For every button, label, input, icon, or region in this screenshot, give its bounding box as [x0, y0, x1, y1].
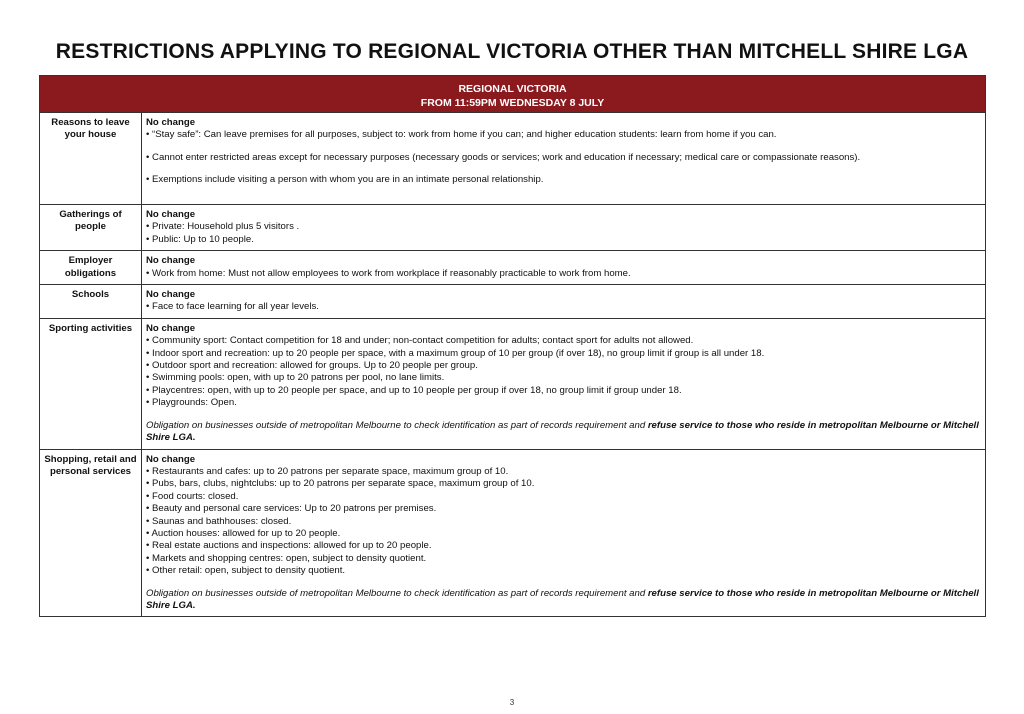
- row-content: [142, 449, 986, 617]
- row-status: No change: [146, 322, 196, 334]
- list-item: • Community sport: Contact competition for 18 and under; non-contact competition for adults; contact sport for adults not allowed.: [146, 335, 694, 347]
- table-row: [40, 318, 986, 449]
- table-row: [40, 285, 986, 319]
- list-item: • Markets and shopping centres: open, subject to density quotient.: [146, 552, 427, 564]
- row-category: Shopping, retail and personal services: [40, 449, 142, 617]
- list-item: • Playcentres: open, with up to 20 people per space, and up to 10 people per group if over 18, no group limit if group under 18.: [146, 384, 682, 396]
- list-item: • Pubs, bars, clubs, nightclubs: up to 20 patrons per separate space, maximum group of 10.: [146, 478, 535, 490]
- row-status: No change: [146, 117, 196, 128]
- row-content: [142, 318, 986, 449]
- list-item: • Real estate auctions and inspections: allowed for up to 20 people.: [146, 540, 432, 552]
- row-category: Schools: [40, 285, 142, 319]
- list-item: • Auction houses: allowed for up to 20 people.: [146, 527, 341, 539]
- list-item: • Restaurants and cafes: up to 20 patrons per separate space, maximum group of 10.: [146, 465, 509, 477]
- list-item: • Beauty and personal care services: Up to 20 patrons per premises.: [146, 503, 437, 515]
- restrictions-table: [39, 75, 986, 617]
- row-category: Employer obligations: [40, 251, 142, 285]
- page-title: RESTRICTIONS APPLYING TO REGIONAL VICTORIA OTHER THAN MITCHELL SHIRE LGA: [55, 40, 969, 63]
- row-category: Reasons to leave your house: [40, 113, 142, 205]
- note-text: Obligation on businesses outside of metropolitan Melbourne to check identification as part of records requirement and: [146, 419, 648, 431]
- list-item: • Cannot enter restricted areas except for necessary purposes (necessary goods or services; work and education if necessary; medical care or compassionate reasons).: [146, 151, 861, 163]
- list-item: • Work from home: Must not allow employees to work from workplace if reasonably practicable to work from home.: [146, 267, 631, 279]
- row-status: No change: [146, 255, 196, 267]
- list-item: • Exemptions include visiting a person with whom you are in an intimate personal relationship.: [146, 174, 544, 186]
- list-item: • Indoor sport and recreation: up to 20 people per space, with a maximum group of 10 per group (if over 18), no group limit if group is all under 18.: [146, 347, 765, 359]
- table-row: [40, 205, 986, 251]
- header-date: FROM 11:59PM WEDNESDAY 8 JULY: [420, 97, 605, 109]
- row-status: No change: [146, 289, 196, 301]
- row-content: [142, 285, 986, 319]
- list-item: • “Stay safe”: Can leave premises for all purposes, subject to: work from home if you can; and higher education students: learn from home if you can.: [146, 129, 777, 141]
- list-item: • Playgrounds: Open.: [146, 397, 237, 409]
- note-emphasis: refuse service to those who reside in metropolitan Melbourne or Mitchell Shire LGA.: [146, 587, 979, 611]
- row-content: [142, 113, 986, 205]
- note-text: Obligation on businesses outside of metropolitan Melbourne to check identification as part of records requirement and: [146, 587, 648, 599]
- note-emphasis: refuse service to those who reside in metropolitan Melbourne or Mitchell Shire LGA.: [146, 419, 979, 444]
- row-content: [142, 205, 986, 251]
- table-header-row: [40, 76, 986, 113]
- obligation-note: [146, 588, 979, 613]
- list-item: • Food courts: closed.: [146, 490, 239, 502]
- row-status: No change: [146, 209, 196, 220]
- row-category: Sporting activities: [40, 318, 142, 449]
- table-row: [40, 449, 986, 617]
- header-region: REGIONAL VICTORIA: [458, 83, 567, 95]
- table-row: [40, 251, 986, 285]
- list-item: • Face to face learning for all year levels.: [146, 301, 319, 313]
- list-item: • Saunas and bathhouses: closed.: [146, 515, 292, 527]
- list-item: • Public: Up to 10 people.: [146, 233, 254, 245]
- list-item: • Swimming pools: open, with up to 20 patrons per pool, no lane limits.: [146, 372, 445, 384]
- list-item: • Outdoor sport and recreation: allowed for groups. Up to 20 people per group.: [146, 360, 478, 372]
- table-header: [40, 76, 986, 113]
- list-item: • Other retail: open, subject to density quotient.: [146, 565, 346, 577]
- list-item: • Private: Household plus 5 visitors .: [146, 221, 300, 233]
- row-category: Gatherings of people: [40, 205, 142, 251]
- row-content: [142, 251, 986, 285]
- table-row: [40, 113, 986, 205]
- obligation-note: [146, 420, 979, 445]
- page-number: 3: [509, 698, 515, 707]
- row-status: No change: [146, 453, 196, 465]
